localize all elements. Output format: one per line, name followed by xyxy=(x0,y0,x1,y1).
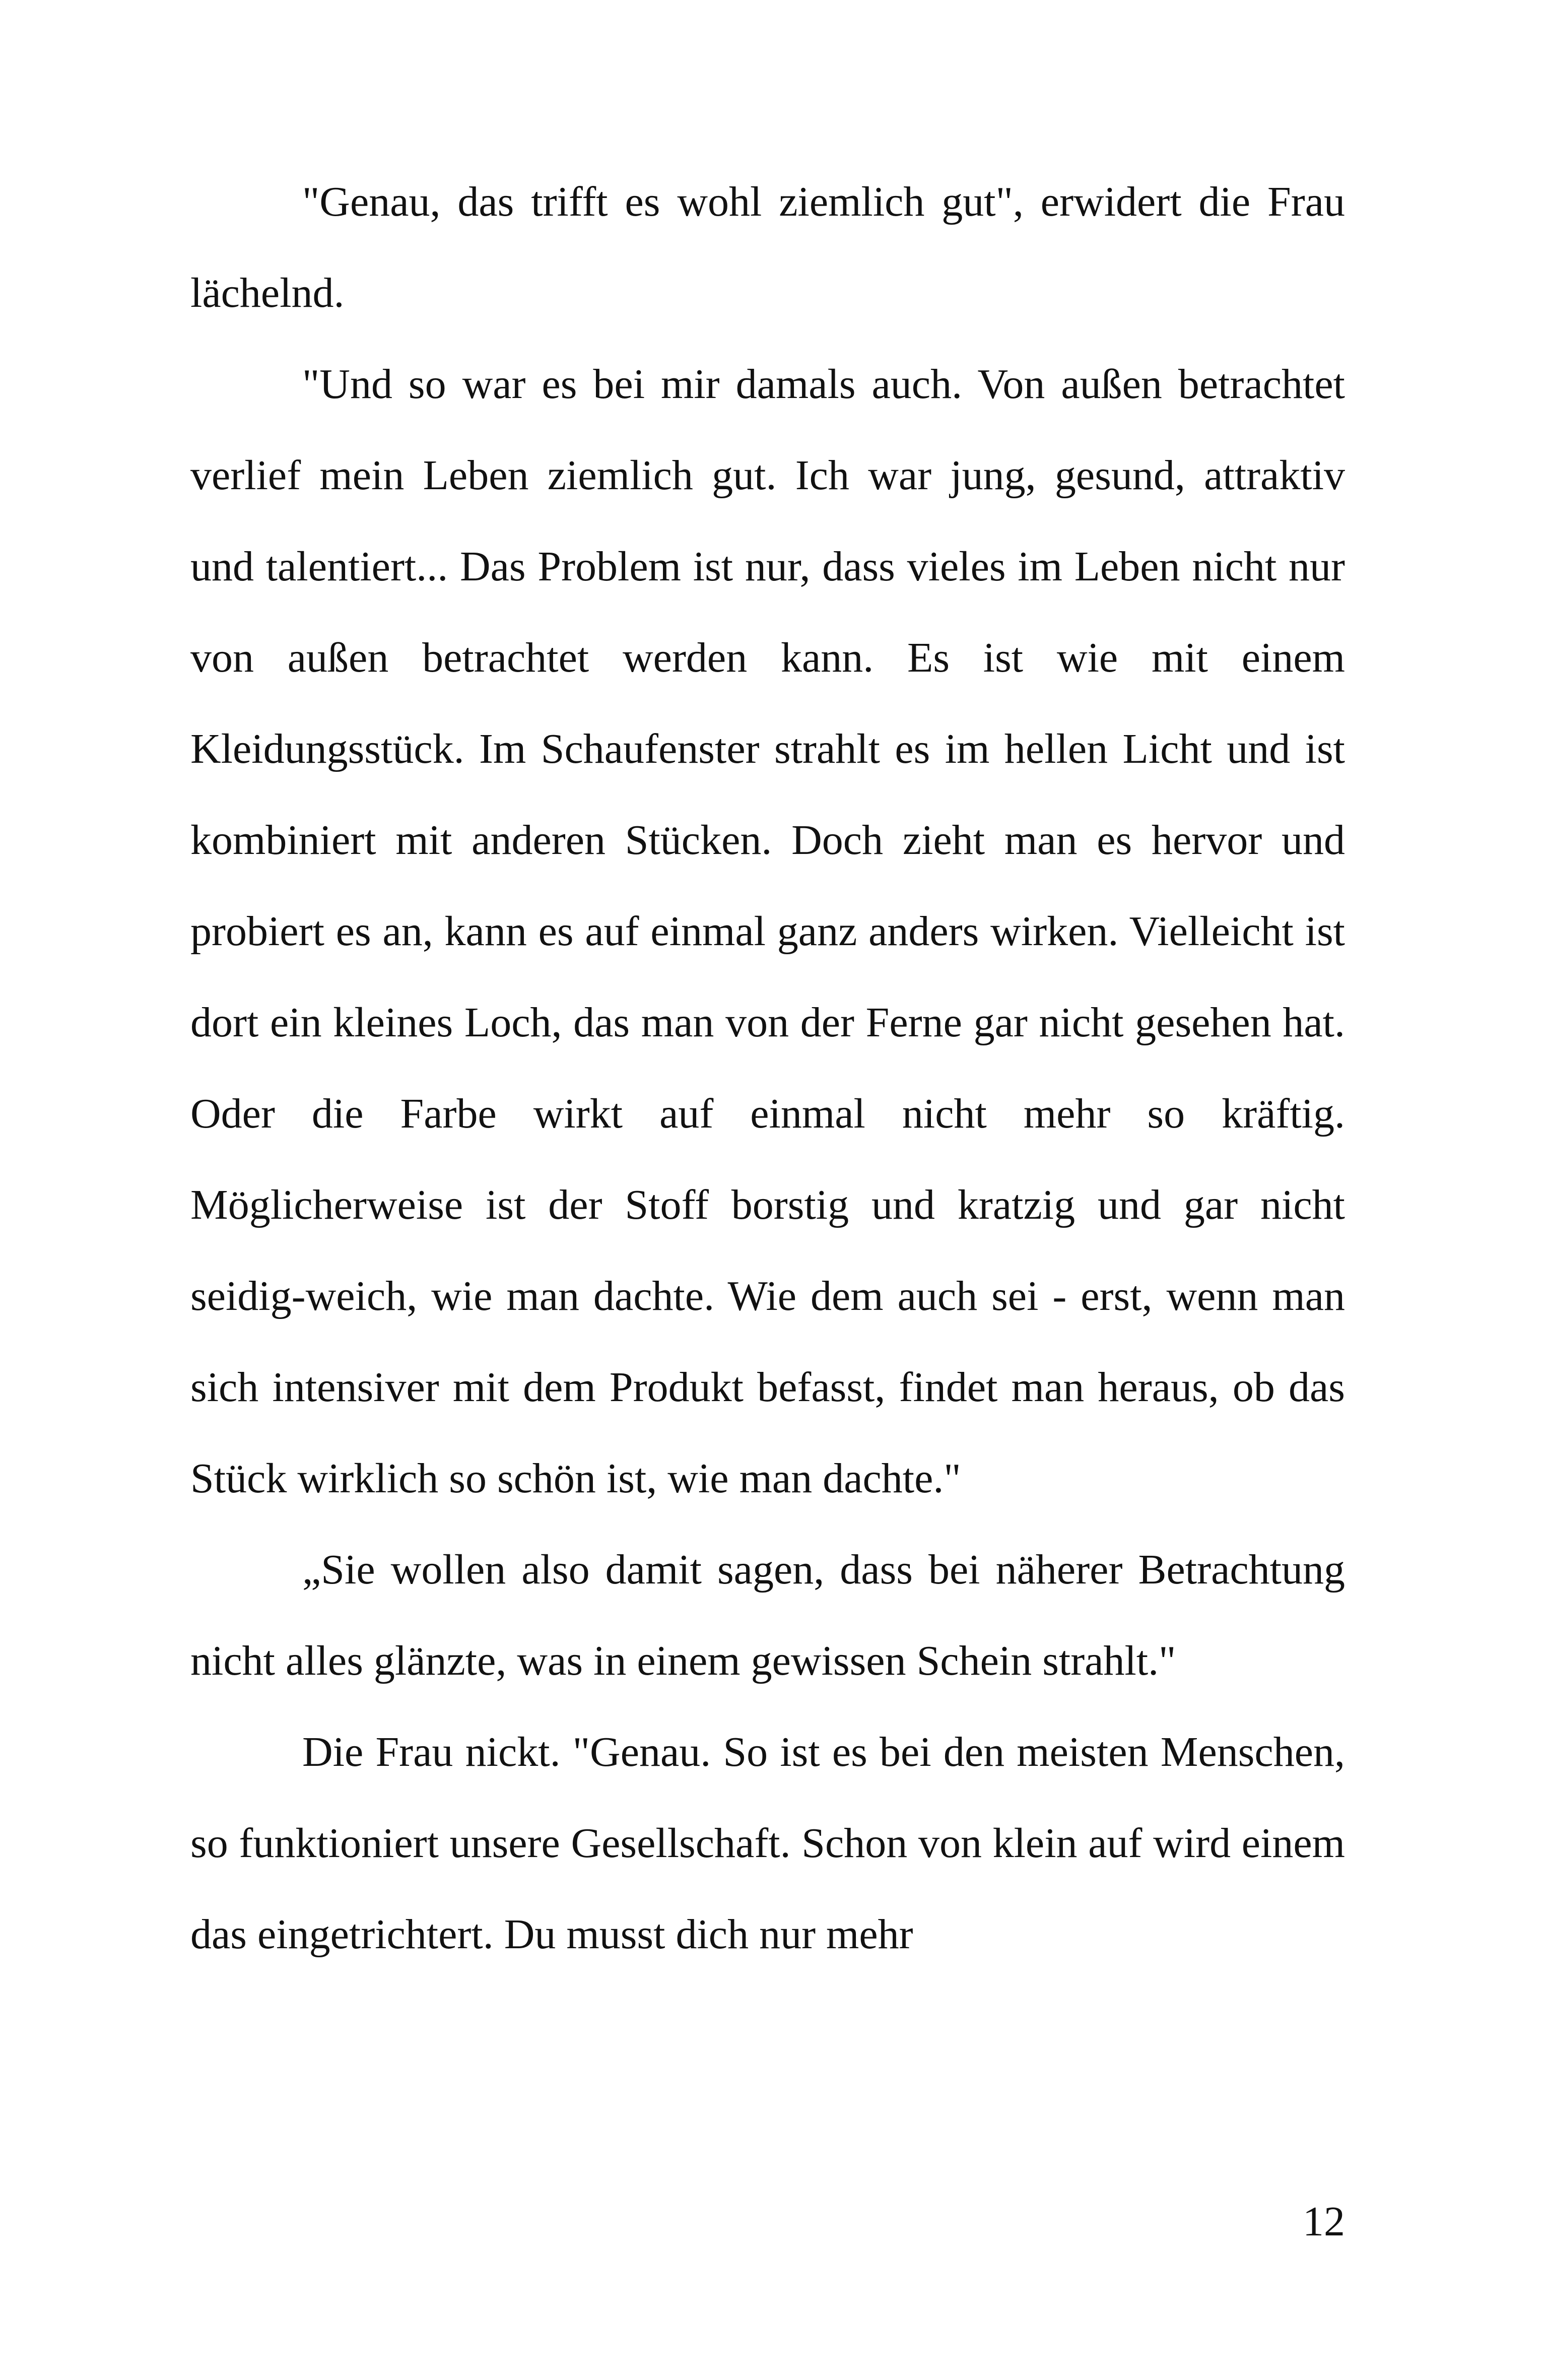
paragraph-2: "Und so war es bei mir damals auch. Von außen betrachtet verlief mein Leben ziemlich gut. Ich war jung, gesund, attraktiv und talentiert... Das Problem ist nur, dass vieles im Leben nicht nur von außen betrachtet werden kann. Es ist wie mit einem Kleidungsstück. Im Schaufenster strahlt es im hellen Licht und ist kombiniert mit anderen Stücken. Doch zieht man es hervor und probiert es an, kann es auf einmal ganz anders wirken. Vielleicht ist dort ein kleines Loch, das man von der Ferne gar nicht gesehen hat. Oder die Farbe wirkt auf einmal nicht mehr so kräftig. Möglicherweise ist der Stoff borstig und kratzig und gar nicht seidig-weich, wie man dachte. Wie dem auch sei - erst, wenn man sich intensiver mit dem Produkt befasst, findet man heraus, ob das Stück wirklich so schön ist, wie man dachte." xyxy=(190,361,1345,1502)
paragraph-3: „Sie wollen also damit sagen, dass bei näherer Betrachtung nicht alles glänzte, was in einem gewissen Schein strahlt." xyxy=(190,1546,1345,1684)
page-number: 12 xyxy=(1303,2198,1345,2245)
paragraph-4: Die Frau nickt. "Genau. So ist es bei den meisten Menschen, so funktioniert unsere Gesellschaft. Schon von klein auf wird einem das eingetrichtert. Du musst dich nur mehr xyxy=(190,1729,1345,1958)
paragraph-1: "Genau, das trifft es wohl ziemlich gut", erwidert die Frau lächelnd. xyxy=(190,178,1345,316)
body-text xyxy=(190,156,1345,1980)
